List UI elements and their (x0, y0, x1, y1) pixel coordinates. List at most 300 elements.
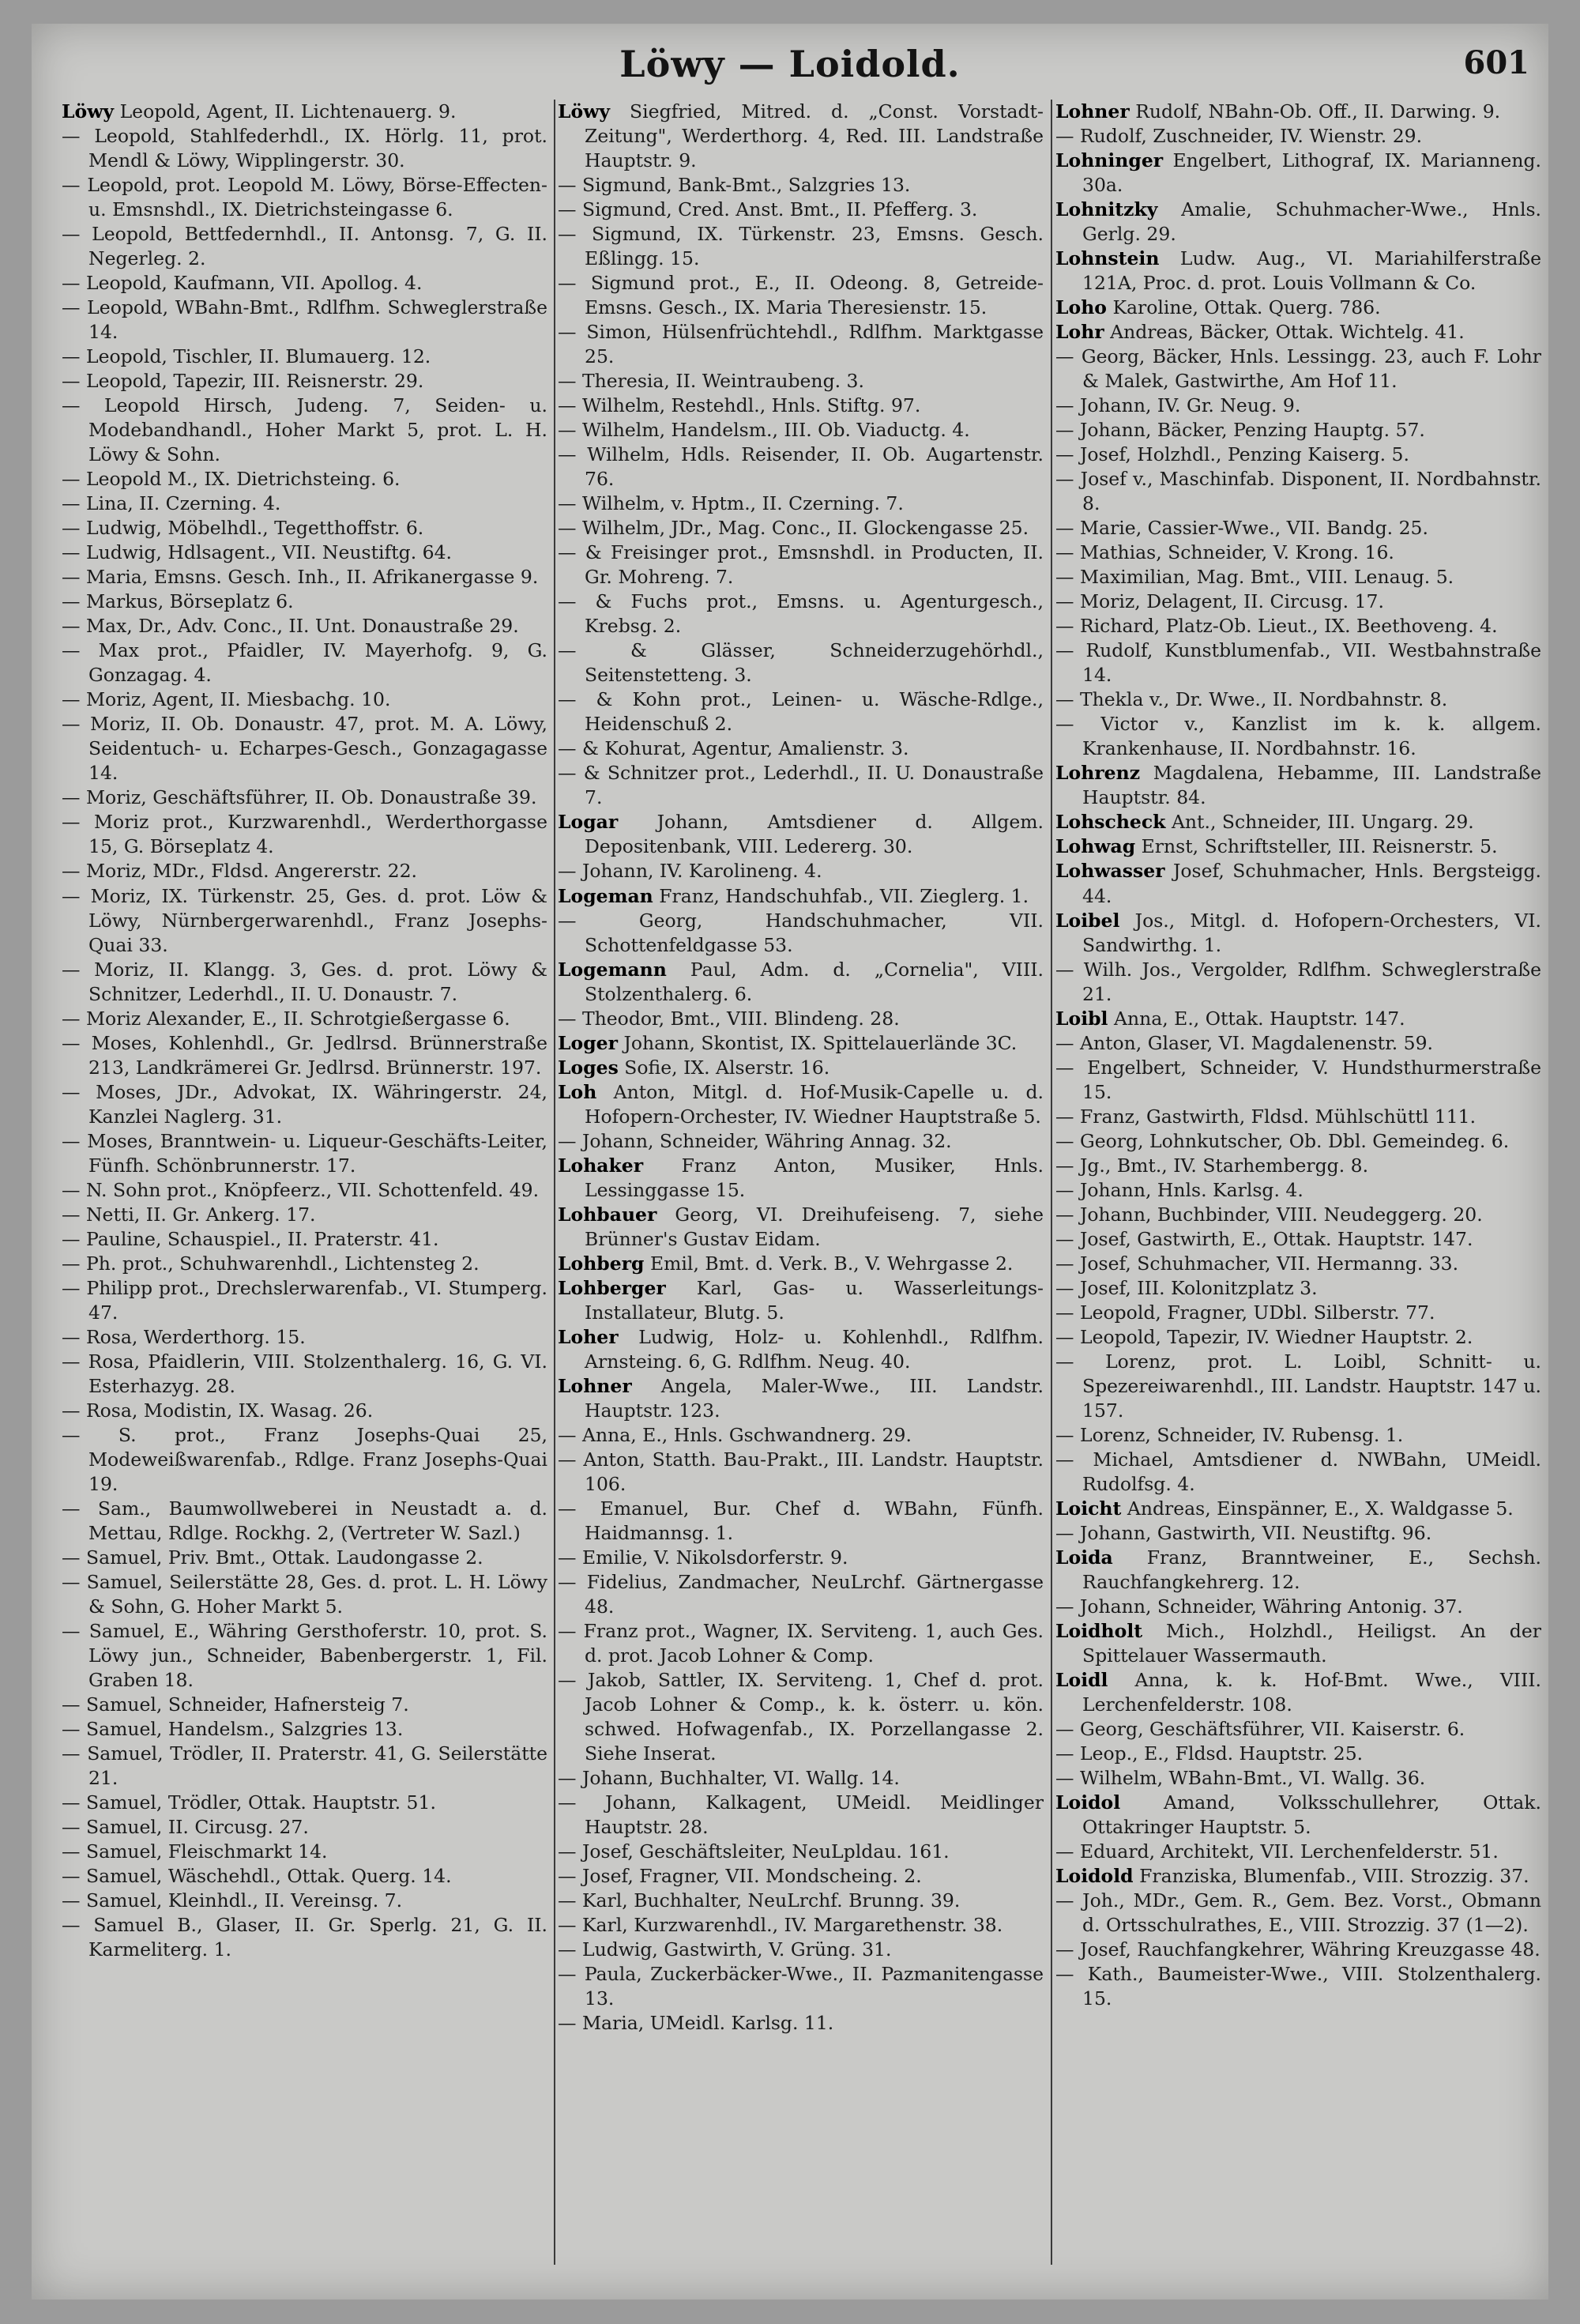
entry-surname: Lohrenz (1055, 762, 1141, 785)
directory-entry (558, 761, 1044, 810)
entry-text: Angela, Maler-Wwe., III. Landstr. Hauptstr. 123. (585, 1374, 1044, 1422)
directory-entry (1055, 247, 1541, 296)
directory-entry (62, 369, 547, 394)
directory-entry (1055, 810, 1541, 834)
directory-entry (558, 1497, 1044, 1546)
directory-entry (1055, 467, 1541, 516)
entry-text: — Sam., Baumwollweberei in Neustadt a. d. Mettau, Rdlge. Rockhg. 2, (Vertreter W. Sazl.) (62, 1497, 547, 1544)
entry-text: — Franz prot., Wagner, IX. Serviteng. 1, auch Ges. d. prot. Jacob Lohner & Comp. (558, 1619, 1044, 1667)
directory-entry (558, 369, 1044, 394)
entry-text: — Samuel, Priv. Bmt., Ottak. Laudongasse 2. (62, 1546, 483, 1569)
directory-entry (1055, 638, 1541, 687)
entry-text: — Samuel, Schneider, Hafnersteig 7. (62, 1693, 409, 1716)
entry-surname: Lohr (1055, 321, 1104, 344)
entry-text: — Sigmund prot., E., II. Odeong. 8, Getreide-Emsns. Gesch., IX. Maria Theresienstr. 15. (558, 272, 1044, 319)
entry-text: — Johann, Schneider, Währing Antonig. 37. (1055, 1595, 1463, 1618)
directory-entry (1055, 1276, 1541, 1301)
entry-surname: Loidold (1055, 1865, 1134, 1888)
directory-entry (1055, 1889, 1541, 1938)
entry-text: — Leopold Hirsch, Judeng. 7, Seiden- u. Modebandhandl., Hoher Markt 5, prot. L. H. Löwy & Sohn. (62, 394, 547, 466)
entry-text: — Samuel, Trödler, II. Praterstr. 41, G. Seilerstätte 21. (62, 1742, 547, 1790)
directory-entry (558, 1325, 1044, 1374)
directory-entry (558, 909, 1044, 958)
entry-text: — Victor v., Kanzlist im k. k. allgem. Krankenhause, II. Nordbahnstr. 16. (1055, 713, 1541, 760)
directory-entry (558, 1668, 1044, 1766)
entry-text: — Mathias, Schneider, V. Krong. 16. (1055, 541, 1394, 564)
directory-entry (62, 296, 547, 345)
directory-entry (1055, 1227, 1541, 1252)
entry-text: — Theresia, II. Weintraubeng. 3. (558, 370, 864, 393)
entry-text: Karl, Gas- u. Wasserleitungs-Installateur, Blutg. 5. (585, 1276, 1044, 1324)
entry-text: — Lorenz, prot. L. Loibl, Schnitt- u. Spezereiwarenhdl., III. Landstr. Hauptstr. 147 u. 157. (1055, 1350, 1541, 1422)
directory-entry (1055, 1423, 1541, 1448)
directory-entry (1055, 1203, 1541, 1227)
entry-text: — Netti, II. Gr. Ankerg. 17. (62, 1203, 316, 1226)
entry-text: — Moriz, II. Ob. Donaustr. 47, prot. M. A. Löwy, Seidentuch- u. Echarpes-Gesch., Gonzagagasse 14. (62, 713, 547, 785)
directory-entry (558, 1962, 1044, 2011)
directory-entry (62, 541, 547, 565)
entry-text: Johann, Skontist, IX. Spittelauerlände 3C. (623, 1031, 1018, 1054)
entry-surname: Loida (1055, 1546, 1113, 1569)
directory-entry (1055, 1668, 1541, 1717)
directory-entry (558, 394, 1044, 418)
directory-entry (62, 1913, 547, 1962)
directory-entry (62, 1007, 547, 1031)
entry-text: — Georg, Lohnkutscher, Ob. Dbl. Gemeindeg. 6. (1055, 1129, 1510, 1152)
directory-entry (558, 1374, 1044, 1423)
entry-text: Franz, Branntweiner, E., Sechsh. Rauchfangkehrerg. 12. (1082, 1546, 1541, 1593)
directory-entry (62, 1815, 547, 1840)
entry-surname: Loicht (1055, 1497, 1122, 1520)
entry-text: — Samuel, Seilerstätte 28, Ges. d. prot. L. H. Löwy & Sohn, G. Hoher Markt 5. (62, 1570, 547, 1618)
entry-text: Anton, Mitgl. d. Hof-Musik-Capelle u. d. Hofopern-Orchester, IV. Wiedner Hauptstraße 5. (585, 1080, 1044, 1128)
column-3 (1055, 100, 1541, 2281)
entry-text: — Pauline, Schauspiel., II. Praterstr. 41. (62, 1227, 439, 1250)
entry-text: — Moriz, II. Klangg. 3, Ges. d. prot. Löwy & Schnitzer, Lederhdl., II. U. Donaustr. 7. (62, 958, 547, 1005)
directory-entry (1055, 320, 1541, 345)
directory-entry (558, 198, 1044, 222)
entry-text: — Rosa, Modistin, IX. Wasag. 26. (62, 1399, 374, 1422)
entry-text: — Leopold, Stahlfederhdl., IX. Hörlg. 11, prot. Mendl & Löwy, Wipplingerstr. 30. (62, 125, 547, 172)
entry-text: Georg, VI. Dreihufeiseng. 7, siehe Brünner's Gustav Eidam. (585, 1203, 1044, 1250)
entry-text: Ant., Schneider, III. Ungarg. 29. (1171, 811, 1474, 834)
directory-entry (62, 173, 547, 222)
directory-entry (558, 1203, 1044, 1252)
directory-entry (1055, 565, 1541, 589)
entry-text: — Samuel B., Glaser, II. Gr. Sperlg. 21, G. II. Karmeliterg. 1. (62, 1914, 547, 1961)
entry-text: — Wilhelm, Hdls. Reisender, II. Ob. Augartenstr. 76. (558, 443, 1044, 491)
directory-entry (1055, 1619, 1541, 1668)
entry-text: — Emanuel, Bur. Chef d. WBahn, Fünfh. Haidmannsg. 1. (558, 1497, 1044, 1544)
directory-entry (558, 589, 1044, 638)
entry-text: — Johann, Schneider, Währing Annag. 32. (558, 1129, 952, 1152)
directory-entry (558, 638, 1044, 687)
directory-entry (62, 1423, 547, 1497)
entry-text: Franz, Handschuhfab., VII. Zieglerg. 1. (659, 884, 1029, 907)
entry-text: — Anton, Statth. Bau-Prakt., III. Landstr. Hauptstr. 106. (558, 1448, 1044, 1495)
directory-entry (1055, 1325, 1541, 1350)
directory-entry (558, 687, 1044, 736)
directory-entry (1055, 1864, 1541, 1889)
entry-text: Emil, Bmt. d. Verk. B., V. Wehrgasse 2. (649, 1252, 1014, 1275)
entry-text: — Samuel, E., Währing Gersthoferstr. 10, prot. S. Löwy jun., Schneider, Babenbergerstr. 1, Fil. Graben 18. (62, 1619, 547, 1691)
entry-text: — Fidelius, Zandmacher, NeuLrchf. Gärtnergasse 48. (558, 1570, 1044, 1618)
entry-text: — N. Sohn prot., Knöpfeerz., VII. Schottenfeld. 49. (62, 1178, 540, 1201)
entry-text: — Moriz, MDr., Fldsd. Angererstr. 22. (62, 860, 418, 883)
entry-text: — Sigmund, Cred. Anst. Bmt., II. Pfefferg. 3. (558, 198, 978, 221)
directory-entry (558, 1546, 1044, 1570)
directory-entry (558, 1007, 1044, 1031)
entry-text: — Karl, Kurzwarenhdl., IV. Margarethenstr. 38. (558, 1914, 1003, 1937)
entry-text: — Ludwig, Hdlsagent., VII. Neustiftg. 64. (62, 541, 453, 564)
entry-surname: Lohwasser (1055, 860, 1165, 883)
entry-surname: Loidholt (1055, 1619, 1143, 1642)
directory-entry (62, 638, 547, 687)
entry-text: — Samuel, Fleischmarkt 14. (62, 1840, 328, 1863)
entry-text: — Maria, UMeidl. Karlsg. 11. (558, 2012, 834, 2035)
entry-text: — Moriz, Geschäftsführer, II. Ob. Donaustraße 39. (62, 786, 537, 809)
entry-surname: Logemann (558, 958, 667, 981)
entry-text: — & Freisinger prot., Emsnshdl. in Producten, II. Gr. Mohreng. 7. (558, 541, 1044, 589)
entry-text: — Ludwig, Gastwirth, V. Grüng. 31. (558, 1938, 892, 1961)
entry-text: Ludwig, Holz- u. Kohlenhdl., Rdlfhm. Arnsteing. 6, G. Rdlfhm. Neug. 40. (585, 1325, 1044, 1373)
entry-text: — Leopold, Fragner, UDbl. Silberstr. 77. (1055, 1301, 1435, 1324)
entry-surname: Lohaker (558, 1154, 644, 1177)
directory-entry (558, 1276, 1044, 1325)
directory-entry (558, 859, 1044, 883)
entry-surname: Lohberg (558, 1252, 645, 1275)
directory-entry (62, 1619, 547, 1693)
directory-entry (1055, 394, 1541, 418)
entry-text: — Maria, Emsns. Gesch. Inh., II. Afrikanergasse 9. (62, 566, 539, 589)
directory-entry (62, 271, 547, 296)
directory-entry (62, 222, 547, 271)
entry-text: Ernst, Schriftsteller, III. Reisnerstr. 5. (1141, 835, 1498, 858)
entry-text: — Anna, E., Hnls. Gschwandnerg. 29. (558, 1423, 912, 1446)
entry-surname: Loh (558, 1080, 597, 1103)
directory-entry (62, 1497, 547, 1546)
entry-text: Engelbert, Lithograf, IX. Marianneng. 30a. (1082, 149, 1541, 197)
entry-text: — Samuel, Kleinhdl., II. Vereinsg. 7. (62, 1889, 403, 1912)
directory-entry (62, 785, 547, 810)
directory-entry (62, 1546, 547, 1570)
entry-text: — Leopold, Tapezir, III. Reisnerstr. 29. (62, 370, 424, 393)
directory-entry (62, 1570, 547, 1619)
directory-entry (1055, 198, 1541, 247)
entry-text: Josef, Schuhmacher, Hnls. Bergsteigg. 44. (1082, 860, 1541, 907)
directory-entry (1055, 958, 1541, 1007)
column-2 (558, 100, 1044, 2281)
directory-entry (558, 1129, 1044, 1154)
directory-entry (558, 1252, 1044, 1276)
entry-text: — Leopold, Tapezir, IV. Wiedner Hauptstr. 2. (1055, 1325, 1473, 1348)
directory-entry (1055, 418, 1541, 443)
directory-entry (558, 492, 1044, 516)
entry-text: — Emilie, V. Nikolsdorferstr. 9. (558, 1546, 848, 1569)
entry-text: Paul, Adm. d. „Cornelia", VIII. Stolzenthalerg. 6. (585, 958, 1044, 1005)
entry-text: — Josef v., Maschinfab. Disponent, II. Nordbahnstr. 8. (1055, 468, 1541, 515)
entry-text: — Eduard, Architekt, VII. Lerchenfelderstr. 51. (1055, 1840, 1499, 1863)
directory-entry (1055, 614, 1541, 638)
entry-surname: Logar (558, 811, 619, 834)
entry-text: — Samuel, II. Circusg. 27. (62, 1816, 309, 1839)
entry-surname: Lohnitzky (1055, 198, 1158, 221)
entry-text: — Leopold, Kaufmann, VII. Apollog. 4. (62, 272, 423, 295)
directory-entry (62, 1031, 547, 1080)
entry-text: — & Fuchs prot., Emsns. u. Agenturgesch., Krebsg. 2. (558, 590, 1044, 638)
directory-entry (1055, 149, 1541, 198)
entry-text: — Sigmund, Bank-Bmt., Salzgries 13. (558, 174, 911, 197)
entry-surname: Loger (558, 1031, 618, 1054)
entry-text: — Ludwig, Möbelhdl., Tegetthoffstr. 6. (62, 517, 424, 540)
directory-entry (558, 1840, 1044, 1864)
entry-text: — Rudolf, Kunstblumenfab., VII. Westbahnstraße 14. (1055, 639, 1541, 687)
directory-entry (62, 589, 547, 614)
directory-entry (1055, 443, 1541, 467)
directory-entry (558, 222, 1044, 271)
entry-text: — Josef, Rauchfangkehrer, Währing Kreuzgasse 48. (1055, 1938, 1540, 1961)
entry-text: — Rudolf, Zuschneider, IV. Wienstr. 29. (1055, 125, 1423, 148)
directory-entry (558, 810, 1044, 859)
directory-entry (1055, 1497, 1541, 1521)
directory-entry (62, 1252, 547, 1276)
entry-text: — Leopold, prot. Leopold M. Löwy, Börse-Effecten- u. Emsnshdl., IX. Dietrichsteingasse 6. (62, 174, 547, 221)
entry-text: — Wilhelm, Restehdl., Hnls. Stiftg. 97. (558, 394, 921, 417)
directory-entry (62, 516, 547, 541)
entry-text: Franz Anton, Musiker, Hnls. Lessinggasse 15. (585, 1154, 1044, 1201)
entry-text: — Johann, Gastwirth, VII. Neustiftg. 96. (1055, 1521, 1432, 1544)
directory-entry (558, 1080, 1044, 1129)
entry-text: — Maximilian, Mag. Bmt., VIII. Lenaug. 5. (1055, 566, 1454, 589)
entry-text: — Lorenz, Schneider, IV. Rubensg. 1. (1055, 1423, 1404, 1446)
directory-entry (62, 1276, 547, 1325)
directory-entry (62, 1080, 547, 1129)
directory-entry (1055, 516, 1541, 541)
entry-text: — Max, Dr., Adv. Conc., II. Unt. Donaustraße 29. (62, 615, 519, 638)
entry-text: — Franz, Gastwirth, Fldsd. Mühlschüttl 111. (1055, 1105, 1477, 1128)
directory-entry (558, 1889, 1044, 1913)
directory-entry (1055, 124, 1541, 149)
column-1 (62, 100, 547, 2281)
entry-text: — Wilhelm, WBahn-Bmt., VI. Wallg. 36. (1055, 1767, 1426, 1790)
directory-entry (62, 1399, 547, 1423)
entry-text: — Karl, Buchhalter, NeuLrchf. Brunng. 39. (558, 1889, 961, 1912)
entry-text: — & Glässer, Schneiderzugehörhdl., Seitenstetteng. 3. (558, 639, 1044, 687)
entry-text: — Moriz prot., Kurzwarenhdl., Werderthorgasse 15, G. Börseplatz 4. (62, 811, 547, 858)
directory-entry (558, 1423, 1044, 1448)
entry-text: Anna, k. k. Hof-Bmt. Wwe., VIII. Lerchenfelderstr. 108. (1082, 1669, 1541, 1716)
directory-entry (62, 884, 547, 958)
directory-entry (1055, 1742, 1541, 1766)
directory-entry (62, 467, 547, 492)
directory-entry (62, 1350, 547, 1399)
column-divider (554, 100, 555, 2265)
entry-text: Franziska, Blumenfab., VIII. Strozzig. 37. (1139, 1865, 1529, 1888)
entry-text: — Leopold, Tischler, II. Blumauerg. 12. (62, 345, 431, 368)
directory-entry (558, 443, 1044, 492)
directory-entry (1055, 1546, 1541, 1595)
directory-entry (62, 687, 547, 712)
entry-text: — Josef, Holzhdl., Penzing Kaiserg. 5. (1055, 443, 1409, 466)
entry-surname: Loibel (1055, 909, 1120, 932)
directory-entry (62, 859, 547, 883)
entry-text: — Josef, Fragner, VII. Mondscheing. 2. (558, 1865, 922, 1888)
directory-entry (558, 1448, 1044, 1497)
entry-text: — Wilhelm, v. Hptm., II. Czerning. 7. (558, 492, 904, 515)
entry-text: Andreas, Einspänner, E., X. Waldgasse 5. (1127, 1497, 1514, 1520)
entry-text: — Leop., E., Fldsd. Hauptstr. 25. (1055, 1742, 1364, 1765)
directory-entry (558, 1913, 1044, 1938)
entry-text: — Kath., Baumeister-Wwe., VIII. Stolzenthalerg. 15. (1055, 1963, 1541, 2010)
directory-entry (558, 418, 1044, 443)
entry-text: — Theodor, Bmt., VIII. Blindeng. 28. (558, 1007, 900, 1030)
page-number: 601 (1463, 44, 1529, 81)
directory-entry (558, 1619, 1044, 1668)
directory-entry (1055, 834, 1541, 859)
entry-text: Anna, E., Ottak. Hauptstr. 147. (1113, 1007, 1405, 1030)
directory-entry (558, 1938, 1044, 1962)
directory-entry (1055, 761, 1541, 810)
entry-text: Jos., Mitgl. d. Hofopern-Orchesters, VI. Sandwirthg. 1. (1082, 909, 1541, 956)
directory-entry (1055, 1962, 1541, 2011)
directory-entry (1055, 345, 1541, 394)
directory-entry (1055, 1717, 1541, 1742)
directory-entry (1055, 1129, 1541, 1154)
directory-entry (1055, 1350, 1541, 1423)
entry-text: — Lina, II. Czerning. 4. (62, 492, 281, 515)
directory-entry (1055, 1301, 1541, 1325)
entry-text: Sofie, IX. Alserstr. 16. (624, 1056, 830, 1079)
page-title: Löwy — Loidold. (619, 43, 961, 85)
entry-text: — Jg., Bmt., IV. Starhembergg. 8. (1055, 1154, 1369, 1177)
entry-surname: Lohninger (1055, 149, 1164, 172)
directory-entry (62, 958, 547, 1007)
entry-surname: Lohnstein (1055, 247, 1160, 270)
entry-text: — Moriz Alexander, E., II. Schrotgießergasse 6. (62, 1007, 510, 1030)
entry-surname: Lohberger (558, 1276, 666, 1299)
entry-text: — Markus, Börseplatz 6. (62, 590, 294, 613)
directory-entry (62, 124, 547, 173)
entry-text: — Engelbert, Schneider, V. Hundsthurmerstraße 15. (1055, 1056, 1541, 1103)
directory-entry (1055, 1521, 1541, 1546)
directory-entry (558, 1864, 1044, 1889)
directory-entry (62, 1889, 547, 1913)
directory-entry (1055, 296, 1541, 320)
directory-entry (1055, 1448, 1541, 1497)
entry-text: — Simon, Hülsenfrüchtehdl., Rdlfhm. Marktgasse 25. (558, 321, 1044, 368)
page-header (32, 43, 1548, 98)
entry-surname: Logeman (558, 884, 653, 907)
entry-text: — Jakob, Sattler, IX. Serviteng. 1, Chef d. prot. Jacob Lohner & Comp., k. k. österr. u. kön. schwed. Hofwagenfab., IX. Porzellangasse 2. Siehe Inserat. (558, 1669, 1044, 1765)
entry-text: — Richard, Platz-Ob. Lieut., IX. Beethoveng. 4. (1055, 615, 1498, 638)
directory-entry (1055, 589, 1541, 614)
directory-entry (558, 541, 1044, 589)
entry-text: — Josef, Geschäftsleiter, NeuLpldau. 161. (558, 1840, 950, 1863)
column-divider (1051, 100, 1052, 2265)
entry-text: — & Kohurat, Agentur, Amalienstr. 3. (558, 737, 909, 760)
directory-entry (62, 1227, 547, 1252)
directory-entry (558, 320, 1044, 369)
directory-entry (62, 1742, 547, 1791)
directory-entry (62, 1864, 547, 1889)
directory-entry (62, 1791, 547, 1815)
directory-entry (62, 492, 547, 516)
directory-entry (558, 1031, 1044, 1056)
entry-text: — Johann, Hnls. Karlsg. 4. (1055, 1178, 1304, 1201)
entry-text: — Rosa, Pfaidlerin, VIII. Stolzenthalerg. 16, G. VI. Esterhazyg. 28. (62, 1350, 547, 1397)
directory-entry (558, 2011, 1044, 2036)
entry-text: — Leopold, Bettfedernhdl., II. Antonsg. 7, G. II. Negerleg. 2. (62, 223, 547, 270)
directory-entry (558, 173, 1044, 198)
entry-text: — Max prot., Pfaidler, IV. Mayerhofg. 9, G. Gonzagag. 4. (62, 639, 547, 687)
entry-text: — Wilhelm, JDr., Mag. Conc., II. Glockengasse 25. (558, 517, 1029, 540)
entry-text: — S. prot., Franz Josephs-Quai 25, Modeweißwarenfab., Rdlge. Franz Josephs-Quai 19. (62, 1423, 547, 1495)
entry-text: — Leopold, WBahn-Bmt., Rdlfhm. Schweglerstraße 14. (62, 296, 547, 344)
entry-text: — & Schnitzer prot., Lederhdl., II. U. Donaustraße 7. (558, 762, 1044, 809)
entry-text: Magdalena, Hebamme, III. Landstraße Hauptstr. 84. (1082, 762, 1541, 809)
directory-entry (1055, 1766, 1541, 1791)
directory-entry (62, 1203, 547, 1227)
directory-entry (558, 1056, 1044, 1080)
entry-surname: Loho (1055, 296, 1107, 319)
directory-entry (1055, 1105, 1541, 1129)
directory-entry (558, 736, 1044, 761)
entry-text: — Moses, JDr., Advokat, IX. Währingerstr. 24, Kanzlei Naglerg. 31. (62, 1080, 547, 1128)
entry-text: Leopold, Agent, II. Lichtenauerg. 9. (119, 100, 457, 122)
entry-text: — Moriz, Agent, II. Miesbachg. 10. (62, 688, 391, 711)
directory-page (32, 24, 1548, 2300)
directory-entry (558, 958, 1044, 1007)
directory-entry (558, 271, 1044, 320)
directory-entry (558, 1766, 1044, 1791)
entry-text: — Paula, Zuckerbäcker-Wwe., II. Pazmanitengasse 13. (558, 1963, 1044, 2010)
entry-text: — Sigmund, IX. Türkenstr. 23, Emsns. Gesch. Eßlingg. 15. (558, 223, 1044, 270)
entry-text: — Samuel, Handelsm., Salzgries 13. (62, 1718, 404, 1741)
directory-entry (1055, 712, 1541, 761)
entry-surname: Löwy (558, 100, 611, 122)
directory-entry (1055, 1840, 1541, 1864)
entry-text: — Marie, Cassier-Wwe., VII. Bandg. 25. (1055, 517, 1428, 540)
directory-entry (62, 394, 547, 467)
entry-surname: Loidl (1055, 1669, 1108, 1691)
entry-text: — Johann, Kalkagent, UMeidl. Meidlinger Hauptstr. 28. (558, 1791, 1044, 1839)
entry-text: — Georg, Handschuhmacher, VII. Schottenfeldgasse 53. (558, 909, 1044, 956)
directory-entry (62, 100, 547, 124)
entry-surname: Lohner (1055, 100, 1130, 122)
entry-text: — Moriz, IX. Türkenstr. 25, Ges. d. prot. Löw & Löwy, Nürnbergerwarenhdl., Franz Josephs-Quai 33. (62, 884, 547, 956)
directory-entry (1055, 1595, 1541, 1619)
directory-entry (62, 810, 547, 859)
entry-text: Karoline, Ottak. Querg. 786. (1112, 296, 1381, 319)
entry-text: — Josef, Gastwirth, E., Ottak. Hauptstr. 147. (1055, 1227, 1473, 1250)
entry-text: — Wilhelm, Handelsm., III. Ob. Viaductg. 4. (558, 419, 970, 442)
entry-text: — Ph. prot., Schuhwarenhdl., Lichtensteg 2. (62, 1252, 480, 1275)
entry-text: — Johann, Bäcker, Penzing Hauptg. 57. (1055, 419, 1425, 442)
directory-entry (1055, 1938, 1541, 1962)
directory-entry (62, 1840, 547, 1864)
directory-entry (62, 614, 547, 638)
entry-text: — Wilh. Jos., Vergolder, Rdlfhm. Schweglerstraße 21. (1055, 958, 1541, 1005)
entry-surname: Loidol (1055, 1791, 1121, 1814)
directory-entry (1055, 1178, 1541, 1203)
entry-text: — Rosa, Werderthorg. 15. (62, 1325, 306, 1348)
directory-entry (1055, 100, 1541, 124)
directory-entry (1055, 1252, 1541, 1276)
entry-surname: Löwy (62, 100, 115, 122)
entry-text: — Thekla v., Dr. Wwe., II. Nordbahnstr. 8. (1055, 688, 1448, 711)
directory-entry (1055, 541, 1541, 565)
entry-text: — Leopold M., IX. Dietrichsteing. 6. (62, 468, 401, 491)
